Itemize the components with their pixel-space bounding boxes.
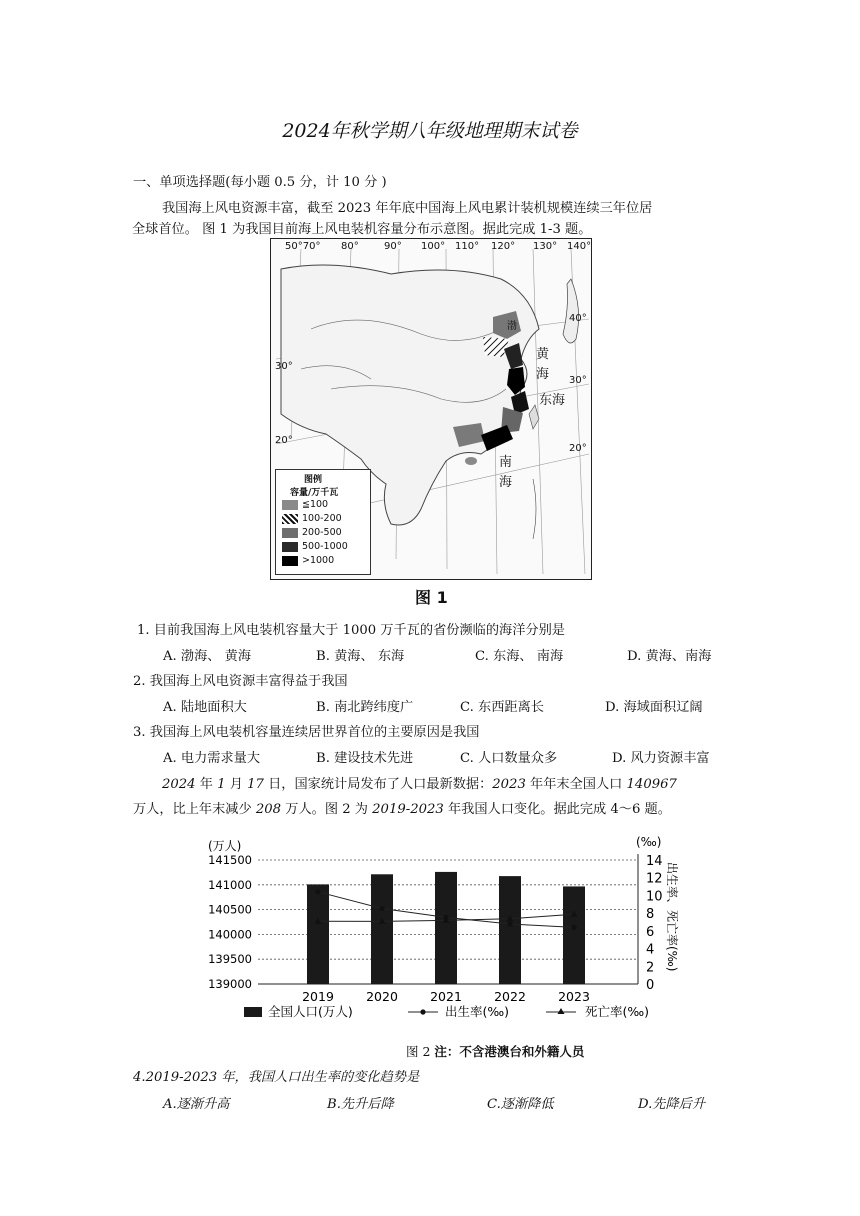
left-tick-label: 139500 [208, 952, 252, 967]
intro2-text: 万人，比上年末减少 [133, 802, 256, 817]
population-bar [435, 872, 457, 984]
lon-label: 140° [567, 241, 592, 252]
lat-label: 20° [569, 443, 587, 454]
intro-paragraph-line1: 我国海上风电资源丰富，截至 2023 年年底中国海上风电累计装机规模连续三年位居 [162, 201, 653, 216]
left-tick-label: 140500 [208, 902, 252, 917]
x-tick-label: 2022 [494, 989, 526, 1004]
intro2-text: 年我国人口变化。据此完成 4～6 题。 [443, 802, 671, 817]
q2-option-c[interactable]: C. 东西距离长 [460, 700, 544, 715]
legend-swatch-100-200 [282, 514, 298, 524]
q4-option-c[interactable]: C.逐渐降低 [487, 1097, 554, 1112]
x-tick-label: 2021 [430, 989, 462, 1004]
right-tick-label: 2 [646, 960, 655, 976]
intro2-range: 2019-2023 [372, 802, 444, 817]
q3-option-b[interactable]: B. 建设技术先进 [316, 751, 414, 766]
question-4-stem: 4.2019-2023 年，我国人口出生率的变化趋势是 [133, 1070, 420, 1085]
sea-label-donghai: 东海 [539, 393, 566, 408]
intro2-year: 2024 [162, 777, 196, 792]
lon-label: 90° [384, 241, 402, 252]
q2-option-b[interactable]: B. 南北跨纬度广 [316, 700, 414, 715]
population-bar [563, 886, 585, 984]
legend-swatch-population [244, 1007, 262, 1017]
intro2-decrease: 208 [255, 802, 282, 817]
sea-label-bohai: 渤 [507, 321, 517, 332]
q1-option-b[interactable]: B. 黄海、 东海 [316, 649, 405, 664]
map-legend [275, 469, 371, 575]
right-tick-label: 4 [646, 942, 655, 958]
lon-label: 80° [341, 241, 359, 252]
question-3-stem: 3. 我国海上风电装机容量连续居世界首位的主要原因是我国 [133, 725, 480, 740]
left-tick-label: 140000 [208, 927, 252, 942]
legend-swatch-500-1000 [282, 542, 298, 552]
population-bar [499, 876, 521, 984]
q1-option-c[interactable]: C. 东海、 南海 [475, 649, 564, 664]
lon-label: 110° [455, 241, 480, 252]
legend-label: 200-500 [302, 527, 342, 538]
legend-title: 图例 [304, 475, 323, 485]
sea-label-nanhai-1: 南 [499, 455, 513, 470]
legend-swatch-100 [282, 500, 298, 510]
birth-rate-point [379, 906, 384, 911]
x-tick-label: 2020 [366, 989, 398, 1004]
population-chart [190, 832, 690, 1036]
legend-label: 500-1000 [302, 541, 348, 552]
population-bar [371, 874, 393, 984]
right-axis-title: 出生率、死亡率(‰) [665, 862, 679, 972]
legend-label-death: 死亡率(‰) [585, 1004, 650, 1019]
sea-label-nanhai-2: 海 [499, 475, 513, 490]
legend-subtitle: 容量/万千瓦 [290, 488, 339, 498]
intro2-line2 [133, 798, 671, 817]
right-axis-unit: (‰) [636, 835, 662, 849]
q3-option-c[interactable]: C. 人口数量众多 [460, 751, 558, 766]
legend-label: >1000 [302, 555, 335, 566]
left-tick-label: 139000 [208, 977, 252, 991]
lon-label: 120° [491, 241, 516, 252]
q4-option-b[interactable]: B.先升后降 [327, 1097, 394, 1112]
figure2-caption [406, 1042, 584, 1060]
q4-option-d[interactable]: D.先降后升 [638, 1097, 706, 1112]
intro-paragraph-line2: 全球首位。 图 1 为我国目前海上风电装机容量分布示意图。据此完成 1-3 题。 [132, 222, 592, 237]
population-bar [307, 884, 329, 984]
x-tick-label: 2023 [558, 989, 590, 1004]
left-axis-unit: (万人) [208, 839, 242, 853]
right-tick-label: 14 [646, 854, 663, 869]
legend-swatch-200-500 [282, 528, 298, 538]
right-tick-label: 10 [646, 889, 663, 905]
legend-marker-birth [420, 1009, 425, 1014]
lon-label: 50°70° [285, 241, 321, 252]
lon-label: 130° [533, 241, 558, 252]
legend-label-population: 全国人口(万人) [268, 1004, 353, 1019]
intro2-text: 年年末全国人口 [525, 777, 627, 792]
lat-label: 40° [569, 313, 587, 324]
legend-label: 100-200 [302, 513, 342, 524]
lat-label: 30° [569, 375, 587, 386]
sea-label-huanghai-2: 海 [536, 367, 550, 382]
birth-rate-point [315, 889, 320, 894]
intro2-text: 日，国家统计局发布了人口最新数据： [263, 777, 493, 792]
intro2-text: 万人。图 2 为 [281, 802, 373, 817]
right-tick-label: 12 [646, 871, 663, 887]
intro2-day: 17 [247, 777, 264, 792]
q3-option-a[interactable]: A. 电力需求量大 [163, 751, 261, 766]
q4-option-a[interactable]: A.逐渐升高 [163, 1097, 230, 1112]
birth-rate-point [571, 925, 576, 930]
intro2-population: 140967 [626, 777, 677, 792]
intro2-text: 月 [225, 777, 248, 792]
population-chart-svg [190, 832, 690, 1032]
intro2-month: 1 [217, 777, 226, 792]
lat-label: 20° [275, 435, 293, 446]
q2-option-d[interactable]: D. 海域面积辽阔 [605, 700, 703, 715]
question-2-stem: 2. 我国海上风电资源丰富得益于我国 [133, 674, 348, 689]
intro2-year2: 2023 [492, 777, 526, 792]
intro2-text: 年 [195, 777, 218, 792]
legend-label: ≦100 [302, 499, 329, 510]
x-tick-label: 2019 [302, 989, 334, 1004]
figure1-caption: 图 1 [415, 588, 448, 607]
figure2-note: 注：不含港澳台和外籍人员 [434, 1044, 585, 1059]
figure2-label: 图 2 [406, 1044, 435, 1059]
intro2-line1 [162, 773, 677, 792]
q2-option-a[interactable]: A. 陆地面积大 [163, 700, 247, 715]
right-tick-label: 0 [646, 978, 655, 993]
legend-marker-death [558, 1008, 565, 1014]
map-figure [270, 238, 592, 580]
sea-label-huanghai-1: 黄 [536, 347, 550, 362]
q3-option-d[interactable]: D. 风力资源丰富 [612, 751, 710, 766]
legend-label-birth: 出生率(‰) [445, 1004, 510, 1019]
right-tick-label: 6 [646, 924, 655, 940]
right-tick-label: 8 [646, 907, 655, 923]
page-title: 2024年秋学期八年级地理期末试卷 [282, 120, 578, 142]
left-tick-label: 141500 [208, 853, 252, 867]
lat-label: 30° [275, 361, 293, 372]
section-heading: 一、单项选择题(每小题 0.5 分，计 10 分 ) [133, 175, 387, 190]
question-1-stem: 1. 目前我国海上风电装机容量大于 1000 万千瓦的省份濒临的海洋分别是 [137, 623, 565, 638]
birth-rate-point [507, 921, 512, 926]
legend-swatch-1000 [282, 556, 298, 566]
lon-label: 100° [421, 241, 446, 252]
q1-option-a[interactable]: A. 渤海、 黄海 [163, 649, 252, 664]
left-tick-label: 141000 [208, 877, 252, 892]
q1-option-d[interactable]: D. 黄海、南海 [627, 649, 712, 664]
